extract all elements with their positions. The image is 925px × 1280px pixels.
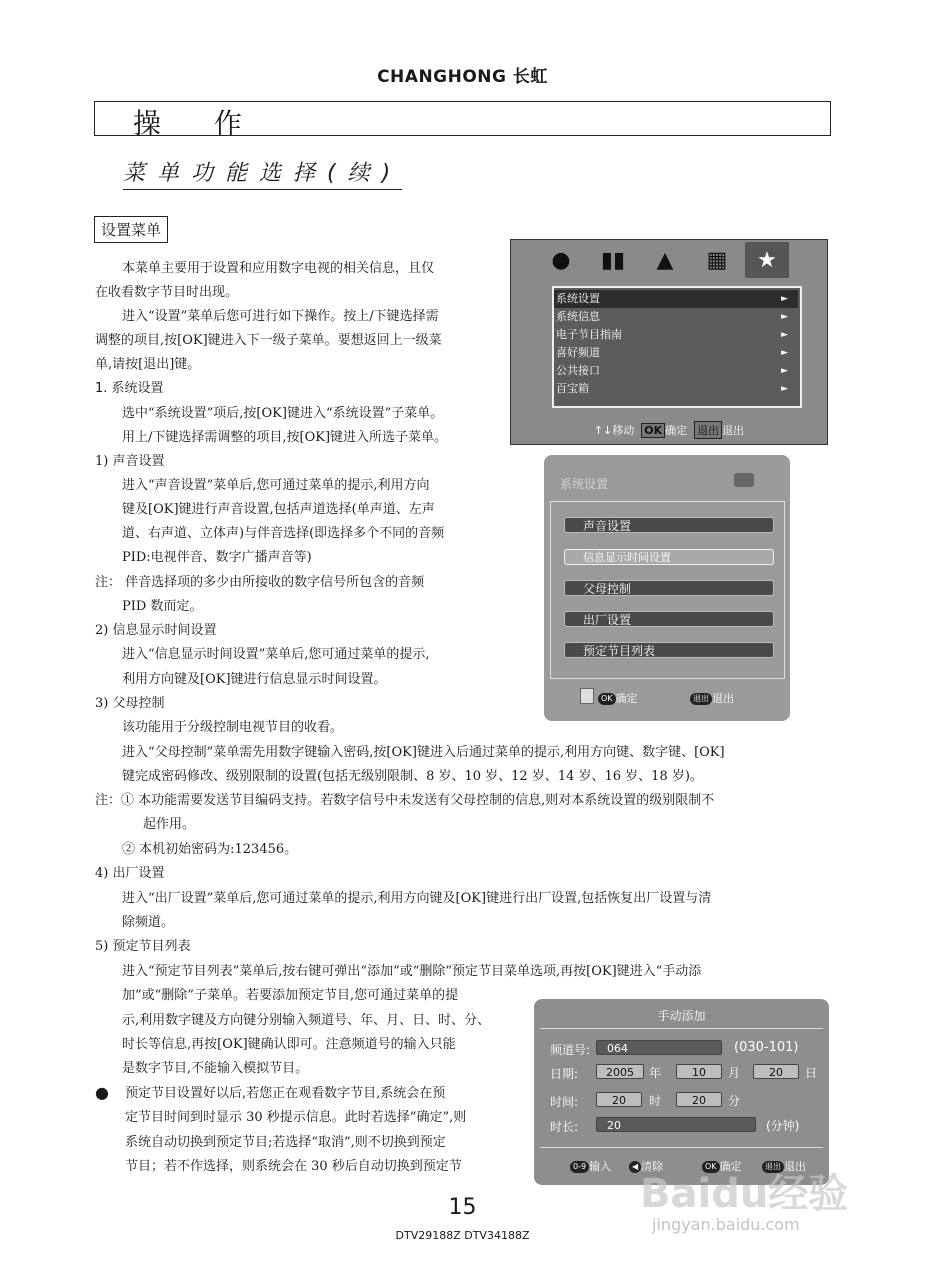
body-line: 选中“系统设置”项后,按[OK]键进入“系统设置”子菜单。 — [122, 406, 444, 421]
section-subtitle: 菜单功能选择(续) — [123, 156, 402, 190]
grid-icon[interactable]: ▦ — [706, 247, 728, 273]
heading-sound-settings: 1) 声音设置 — [95, 454, 165, 469]
year-field[interactable]: 2005 — [596, 1064, 644, 1079]
remote-icon — [580, 688, 594, 704]
month-unit: 月 — [728, 1066, 741, 1080]
submenu-item-schedule[interactable]: 预定节目列表 — [564, 642, 774, 658]
main-menu-footer — [511, 421, 827, 439]
body-line: 除频道。 — [122, 915, 175, 930]
submenu-item-factory[interactable]: 出厂设置 — [564, 611, 774, 627]
menu-item-toolbox[interactable] — [554, 380, 798, 398]
exit-key-icon: 退出 — [762, 1161, 784, 1173]
body-line: 定节目时间到时显示 30 秒提示信息。此时若选择“确定”,则 — [125, 1110, 467, 1125]
arrow-right-icon: ► — [781, 330, 788, 340]
date-label: 日期: — [550, 1067, 579, 1081]
duration-label: 时长: — [550, 1120, 579, 1134]
exit-hint: 退出 — [722, 424, 745, 437]
body-line: 用上/下键选择需调整的项目,按[OK]键进入所选子菜单。 — [122, 430, 448, 445]
note-line: 起作用。 — [143, 817, 196, 832]
menu-item-label: 喜好频道 — [556, 346, 600, 359]
arrow-right-icon: ► — [781, 294, 788, 304]
channel-label: 频道号: — [550, 1043, 591, 1057]
submenu-panel — [550, 501, 785, 679]
menu-item-favorites[interactable] — [554, 344, 798, 362]
screenshot-system-settings — [544, 455, 790, 721]
exit-label: 退出 — [712, 692, 734, 705]
note-line: PID 数而定。 — [122, 599, 203, 614]
body-line: 系统自动切换到预定节目;若选择“取消”,则不切换到预定 — [125, 1135, 446, 1150]
menu-item-label: 公共接口 — [556, 364, 600, 377]
body-line: 本菜单主要用于设置和应用数字电视的相关信息，且仅 — [122, 261, 435, 276]
settings-menu-heading: 设置菜单 — [94, 216, 168, 243]
exit-key-icon: 退出 — [690, 693, 712, 705]
input-hint — [570, 1158, 611, 1174]
note-line: ② 本机初始密码为:123456。 — [122, 842, 298, 857]
minute-field[interactable]: 20 — [676, 1092, 722, 1107]
ok-key-icon: OK — [702, 1161, 720, 1173]
body-line: 时长等信息,再按[OK]键确认即可。注意频道号的输入只能 — [122, 1037, 456, 1052]
menu-item-system-info[interactable] — [554, 308, 798, 326]
model-numbers: DTV29188Z DTV34188Z — [395, 1229, 530, 1242]
chapter-title-box — [94, 101, 831, 140]
ok-label: 确定 — [615, 692, 638, 705]
month-field[interactable]: 10 — [676, 1064, 722, 1079]
antenna-icon[interactable]: ▲ — [656, 247, 674, 273]
heading-factory: 4) 出厂设置 — [95, 866, 165, 881]
body-line: 节目；若不作选择，则系统会在 30 秒后自动切换到预定节 — [125, 1159, 462, 1174]
year-unit: 年 — [649, 1066, 662, 1080]
body-line: 是数字节目,不能输入模拟节目。 — [122, 1061, 309, 1076]
main-menu-list — [552, 286, 802, 408]
confirm-label: 确定 — [719, 1160, 742, 1173]
body-line: 进入“声音设置”菜单后,您可通过菜单的提示,利用方向 — [122, 478, 430, 493]
submenu-title: 系统设置 — [560, 477, 609, 491]
exit-hint — [690, 690, 734, 706]
heading-system-settings: 1. 系统设置 — [95, 381, 164, 396]
body-line: 进入“预定节目列表”菜单后,按右键可弹出“添加”或“删除”预定节目菜单选项,再按[OK]键进入“手动添 — [122, 964, 702, 979]
submenu-item-parental[interactable]: 父母控制 — [564, 580, 774, 596]
duration-field[interactable]: 20 — [596, 1117, 756, 1132]
menu-item-label: 系统信息 — [556, 310, 600, 323]
hour-field[interactable]: 20 — [596, 1092, 642, 1107]
body-line: 道、右声道、立体声)与伴音选择(即选择多个不同的音频 — [122, 526, 445, 541]
menu-item-label: 电子节目指南 — [556, 328, 622, 341]
menu-item-label: 百宝箱 — [556, 382, 589, 395]
body-line: 加”或“删除”子菜单。若要添加预定节目,您可通过菜单的提 — [122, 988, 459, 1003]
arrow-right-icon: ► — [781, 384, 788, 394]
menu-item-epg[interactable] — [554, 326, 798, 344]
watermark-logo: Baidu经验 — [640, 1171, 849, 1217]
screenshot-manual-add — [534, 999, 829, 1185]
dialog-title: 手动添加 — [657, 1009, 706, 1023]
settings-icon[interactable]: ★ — [745, 242, 789, 278]
arrow-right-icon: ► — [781, 312, 788, 322]
picture-icon[interactable]: ● — [551, 247, 571, 273]
channel-field[interactable]: 064 — [596, 1040, 722, 1055]
body-line: 预定节目设置好以后,若您正在观看数字节目,系统会在预 — [125, 1086, 446, 1101]
ok-key-icon: OK — [598, 693, 616, 705]
move-hint: ↑↓移动 — [593, 424, 635, 437]
duration-unit: (分钟) — [766, 1119, 800, 1133]
note-line: 注：① 本功能需要发送节目编码支持。若数字信号中未发送有父母控制的信息,则对本系统设置的级别限制不 — [95, 793, 715, 808]
heading-info-time: 2) 信息显示时间设置 — [95, 623, 217, 638]
body-line: 键完成密码修改、级别限制的设置(包括无级别限制、8 岁、10 岁、12 岁、14 岁、16 岁、18 岁)。 — [122, 769, 703, 784]
left-arrow-key-icon: ◀ — [629, 1161, 641, 1173]
divider — [540, 1147, 823, 1148]
brand-logo: CHANGHONG 长虹 — [377, 67, 548, 87]
chapter-title: 操 作 — [133, 107, 264, 140]
ok-hint: 确定 — [665, 424, 688, 437]
exit-label: 退出 — [784, 1160, 806, 1173]
note-line: 注： 伴音选择项的多少由所接收的数字信号所包含的音频 — [95, 575, 425, 590]
body-line: 进入“信息显示时间设置”菜单后,您可通过菜单的提示, — [122, 647, 430, 662]
menu-item-label: 系统设置 — [556, 292, 600, 305]
body-line: PID:电视伴音、数字广播声音等) — [122, 550, 312, 565]
submenu-item-sound[interactable]: 声音设置 — [564, 517, 774, 533]
hour-unit: 时 — [649, 1094, 662, 1108]
ok-key: OK — [641, 423, 665, 438]
body-line: 键及[OK]键进行声音设置,包括声道选择(单声道、左声 — [122, 502, 435, 517]
time-label: 时间: — [550, 1095, 579, 1109]
page-number: 15 — [448, 1195, 477, 1220]
menu-item-system-settings[interactable] — [554, 290, 798, 308]
body-line: 示,利用数字键及方向键分别输入频道号、年、月、日、时、分、 — [122, 1013, 491, 1028]
body-line: 调整的项目,按[OK]键进入下一级子菜单。要想返回上一级菜 — [95, 333, 442, 348]
submenu-item-info-time[interactable]: 信息显示时间设置 — [564, 549, 774, 565]
digit-key-icon: 0-9 — [570, 1161, 589, 1173]
minute-unit: 分 — [728, 1094, 741, 1108]
sound-bars-icon[interactable]: ▮▮ — [600, 247, 626, 273]
watermark-url: jingyan.baidu.com — [652, 1215, 800, 1234]
exit-key: 退出 — [694, 421, 722, 439]
day-field[interactable]: 20 — [753, 1064, 799, 1079]
heading-schedule: 5) 预定节目列表 — [95, 939, 191, 954]
arrow-right-icon: ► — [781, 366, 788, 376]
bullet: ● — [95, 1083, 109, 1102]
heading-parental: 3) 父母控制 — [95, 696, 165, 711]
arrow-right-icon: ► — [781, 348, 788, 358]
body-line: 单,请按[退出]键。 — [95, 357, 201, 372]
ok-hint — [598, 690, 638, 706]
day-unit: 日 — [805, 1066, 818, 1080]
speaker-icon — [734, 473, 754, 487]
body-line: 进入“父母控制”菜单需先用数字键输入密码,按[OK]键进入后通过菜单的提示,利用方向键、数字键、[OK] — [122, 745, 725, 760]
screenshot-main-menu — [510, 239, 828, 445]
channel-range: (030-101) — [734, 1040, 799, 1055]
clear-label: 清除 — [641, 1160, 664, 1173]
body-line: 利用方向键及[OK]键进行信息显示时间设置。 — [122, 672, 387, 687]
body-line: 进入“设置”菜单后您可进行如下操作。按上/下键选择需 — [122, 309, 439, 324]
menu-item-common-interface[interactable] — [554, 362, 798, 380]
divider — [540, 1028, 823, 1029]
body-line: 该功能用于分级控制电视节目的收看。 — [122, 720, 344, 735]
body-line: 在收看数字节目时出现。 — [95, 285, 239, 300]
menu-icon-bar — [539, 242, 799, 278]
body-line: 进入“出厂设置”菜单后,您可通过菜单的提示,利用方向键及[OK]键进行出厂设置,包括恢复出厂设置与清 — [122, 891, 712, 906]
input-label: 输入 — [589, 1160, 612, 1173]
